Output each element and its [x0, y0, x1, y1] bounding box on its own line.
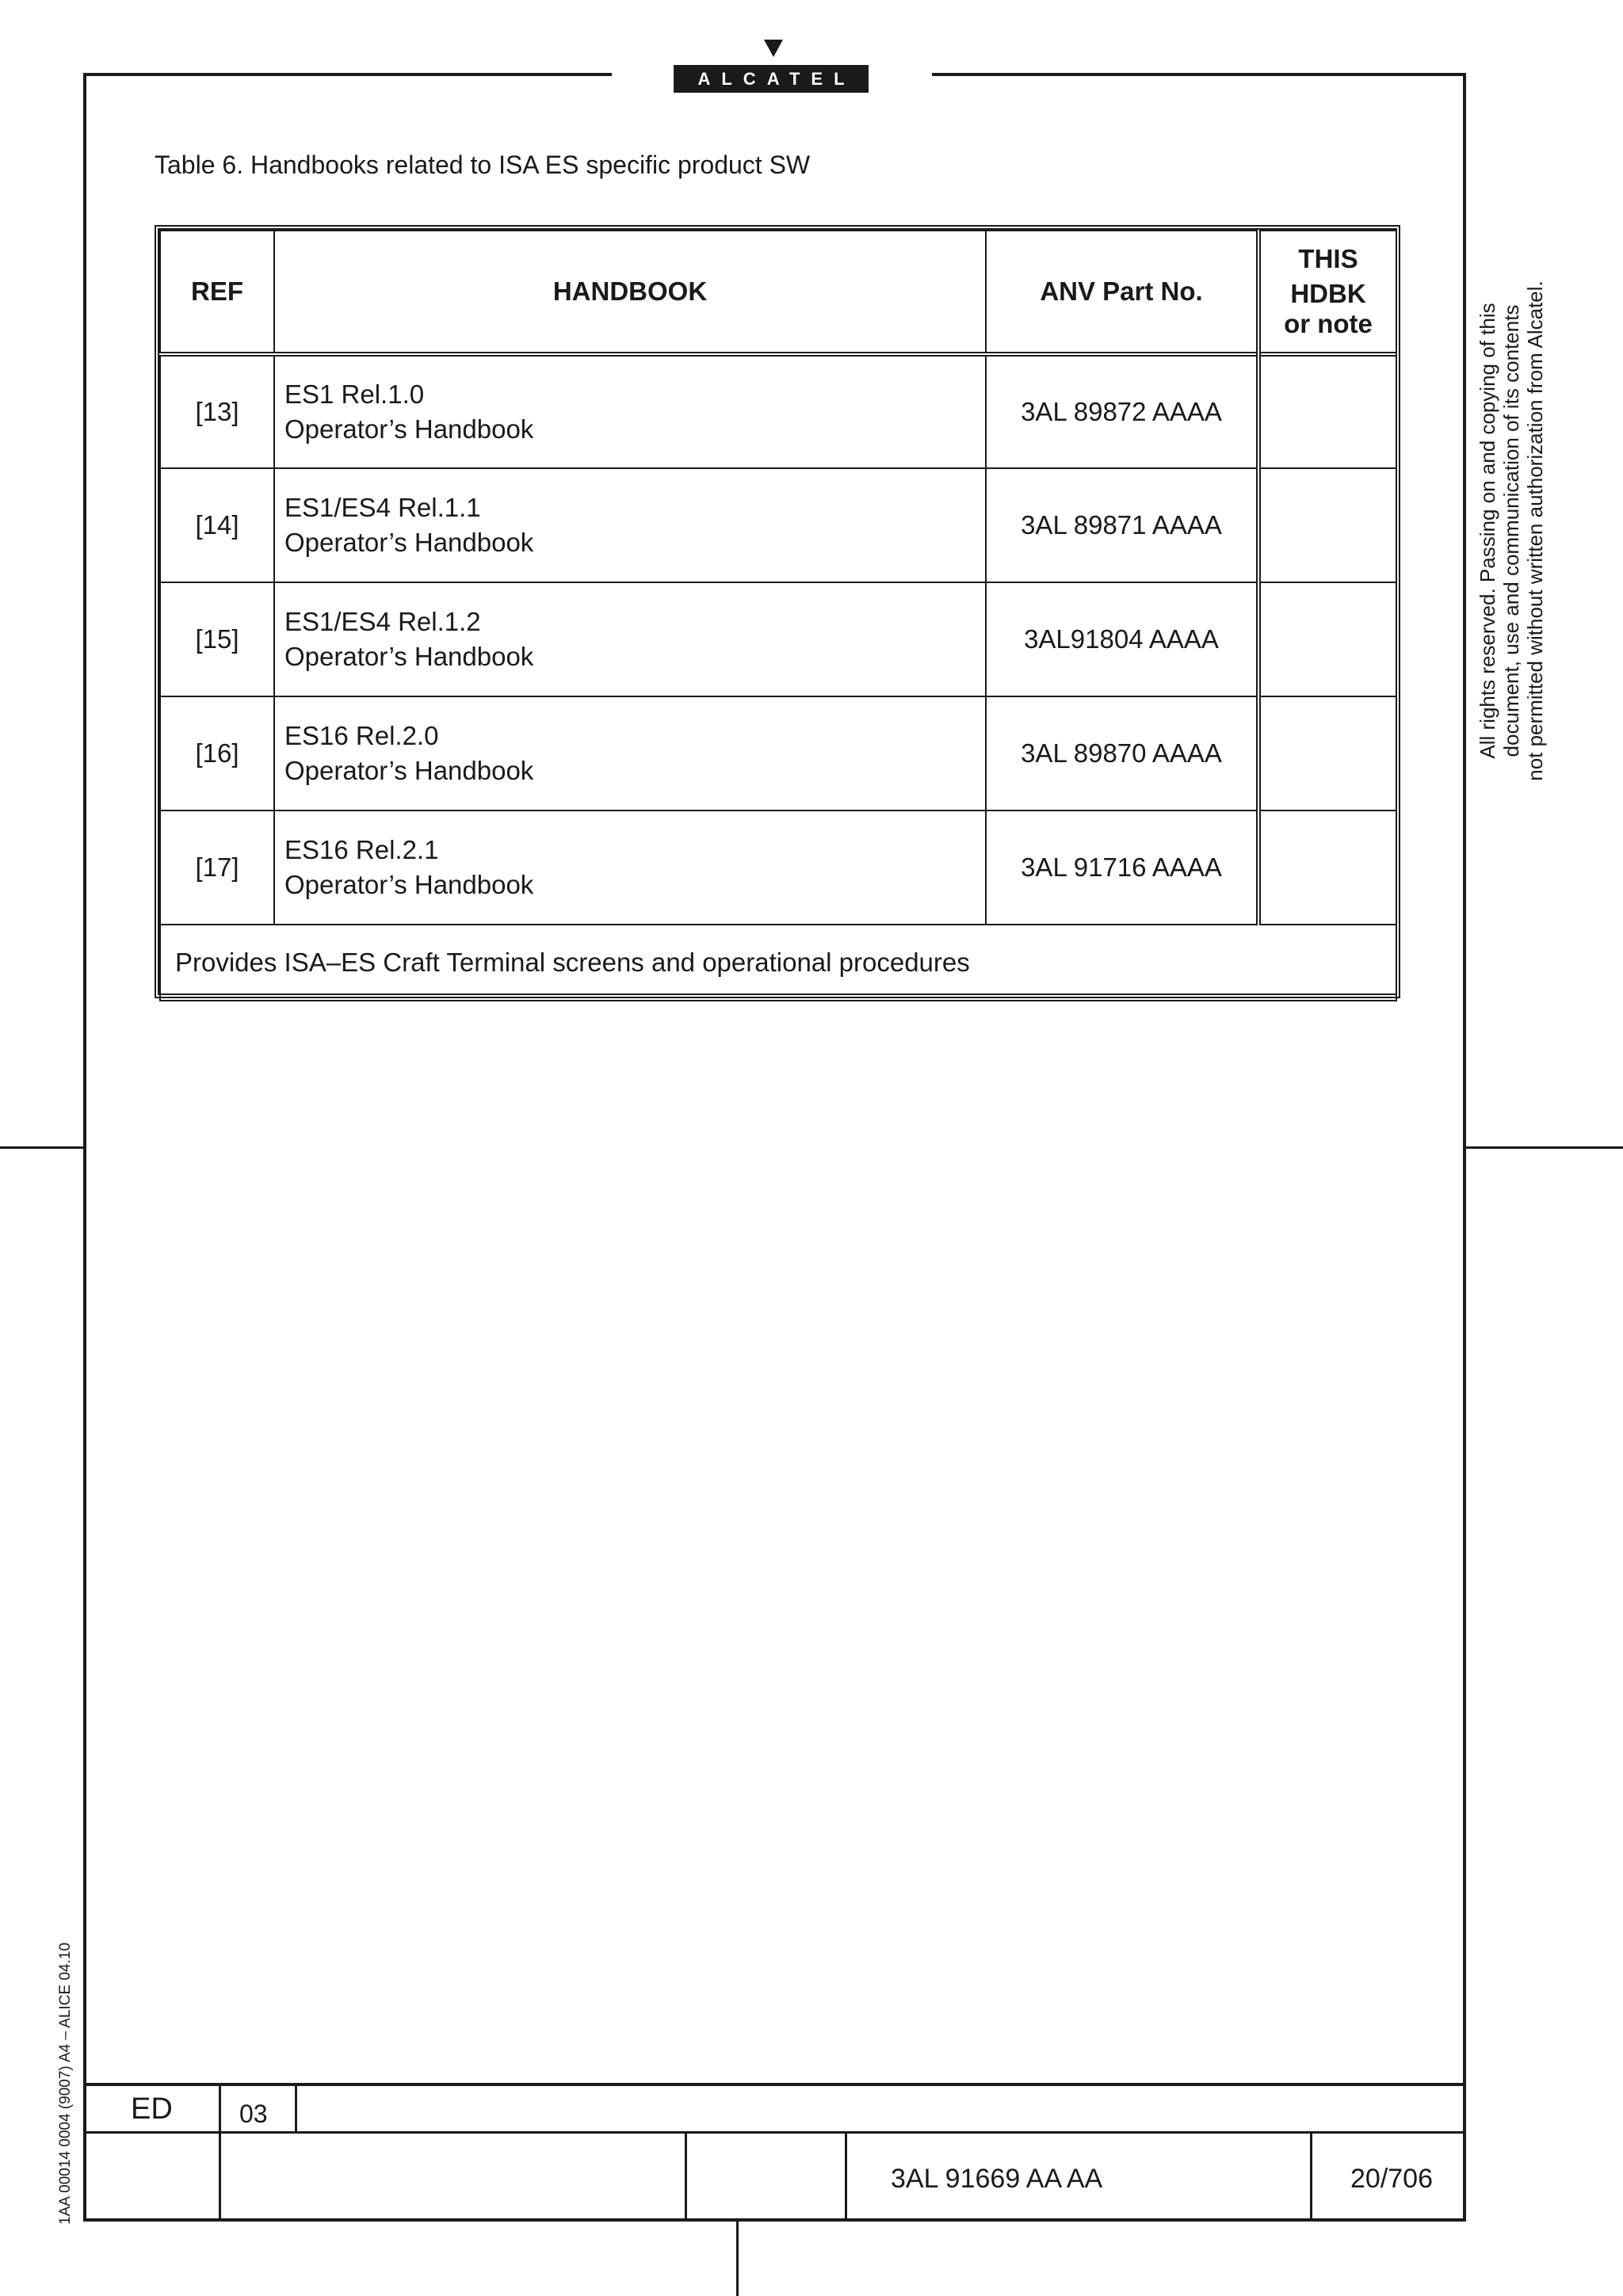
row-handbook [274, 354, 986, 468]
frame-top-left [83, 73, 612, 76]
form-stamp: 1AA 00014 0004 (9007) A4 – ALICE 04.10 [57, 1942, 74, 2225]
row-note [1258, 354, 1396, 468]
handbook-title: ES1/ES4 Rel.1.1 [285, 493, 481, 522]
handbooks-table-grid [159, 230, 1397, 1001]
footer-divider-2 [295, 2083, 297, 2133]
copyright-line-3: not permitted without written authorization from Alcatel. [1523, 280, 1547, 781]
table-row [160, 810, 1396, 925]
frame-left [83, 73, 86, 2222]
logo-arrow-icon [764, 40, 783, 57]
footer-divider-4 [845, 2131, 847, 2222]
handbook-title: ES1 Rel.1.0 [285, 379, 425, 409]
copyright-notice [1476, 261, 1547, 800]
row-part-number: 3AL 89872 AAAA [986, 354, 1258, 468]
table-header-row [160, 231, 1396, 354]
table-footnote: Provides ISA–ES Craft Terminal screens and operational procedures [160, 925, 1396, 1001]
handbook-title: ES1/ES4 Rel.1.2 [285, 607, 481, 636]
row-ref: [14] [160, 468, 274, 582]
company-logo: ALCATEL [674, 65, 869, 93]
row-note [1258, 696, 1396, 810]
crop-mark-bottom [736, 2222, 739, 2296]
footer-mid-line [83, 2131, 1466, 2134]
handbook-subtitle: Operator’s Handbook [285, 528, 534, 557]
handbook-subtitle: Operator’s Handbook [285, 756, 534, 785]
handbook-subtitle: Operator’s Handbook [285, 414, 534, 444]
table-row [160, 582, 1396, 696]
row-part-number: 3AL 89870 AAAA [986, 696, 1258, 810]
handbooks-table [155, 225, 1400, 998]
table-row [160, 696, 1396, 810]
row-ref: [17] [160, 810, 274, 925]
header-this-line-3: or note [1284, 309, 1373, 338]
table-footnote-row [160, 925, 1396, 1001]
edition-value: 03 [239, 2100, 268, 2128]
row-note [1258, 468, 1396, 582]
footer-divider-3 [685, 2131, 687, 2222]
handbook-subtitle: Operator’s Handbook [285, 642, 534, 671]
copyright-line-2: document, use and communication of its contents [1499, 304, 1523, 757]
header-this-hdbk [1258, 231, 1396, 354]
row-ref: [15] [160, 582, 274, 696]
row-handbook [274, 696, 986, 810]
footer-divider-5 [1310, 2131, 1312, 2222]
row-part-number: 3AL 91716 AAAA [986, 810, 1258, 925]
row-handbook [274, 468, 986, 582]
footer-top-line [83, 2083, 1466, 2086]
header-part: ANV Part No. [986, 231, 1258, 354]
header-this-line-2: HDBK [1290, 279, 1366, 308]
table-caption: Table 6. Handbooks related to ISA ES specific product SW [155, 151, 811, 179]
frame-top-right [932, 73, 1466, 76]
edition-label: ED [131, 2092, 173, 2126]
footer-divider-1 [219, 2083, 221, 2222]
row-part-number: 3AL 89871 AAAA [986, 468, 1258, 582]
handbook-subtitle: Operator’s Handbook [285, 870, 534, 899]
row-ref: [13] [160, 354, 274, 468]
table-row [160, 468, 1396, 582]
crop-mark-left [0, 1146, 83, 1149]
table-row [160, 354, 1396, 468]
row-note [1258, 582, 1396, 696]
row-handbook [274, 810, 986, 925]
footer-bottom-line [83, 2218, 1466, 2222]
page-number: 20/706 [1350, 2164, 1433, 2194]
row-handbook [274, 582, 986, 696]
crop-mark-right [1466, 1146, 1623, 1149]
handbook-title: ES16 Rel.2.0 [285, 721, 439, 750]
header-handbook: HANDBOOK [274, 231, 986, 354]
copyright-line-1: All rights reserved. Passing on and copying of this [1476, 303, 1499, 759]
row-part-number: 3AL91804 AAAA [986, 582, 1258, 696]
header-ref: REF [160, 231, 274, 354]
row-ref: [16] [160, 696, 274, 810]
header-this-line-1: THIS [1298, 244, 1358, 273]
handbook-title: ES16 Rel.2.1 [285, 835, 439, 864]
row-note [1258, 810, 1396, 925]
document-number: 3AL 91669 AA AA [891, 2164, 1103, 2194]
